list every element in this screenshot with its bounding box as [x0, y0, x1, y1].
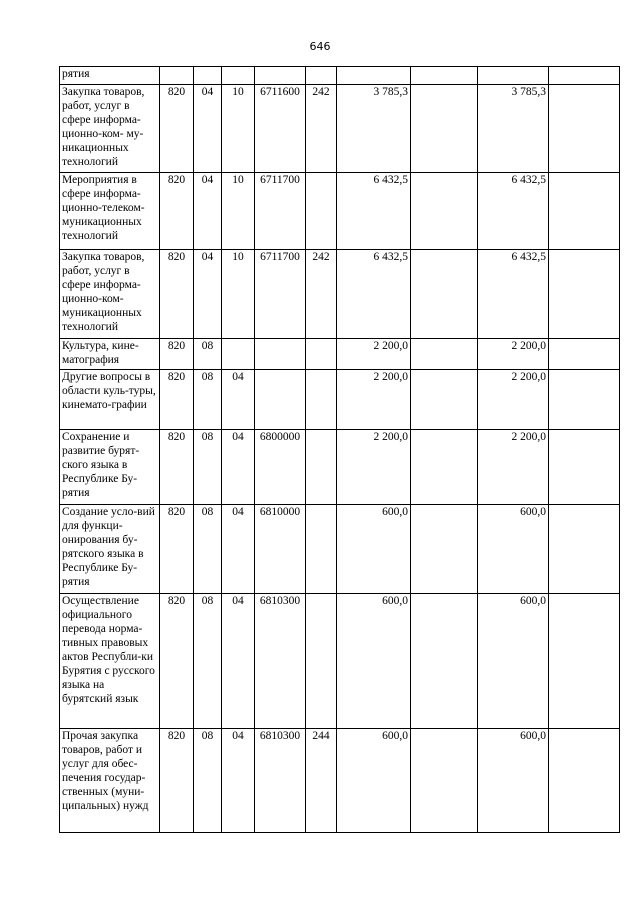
expense-type-cell	[306, 173, 337, 250]
expense-type-cell	[306, 594, 337, 729]
budget-table	[59, 66, 620, 833]
target-article-cell: 6711600	[255, 85, 306, 173]
name-cell: Закупка товаров, работ, услуг в сфере информа-ционно-ком-муникационных технологий	[60, 250, 160, 339]
empty-amount-cell	[411, 430, 478, 505]
empty-last-cell	[549, 339, 620, 370]
empty-amount-cell	[411, 250, 478, 339]
empty-last-cell	[549, 594, 620, 729]
table-row	[60, 729, 620, 833]
budget-table-body	[60, 67, 620, 833]
expense-type-cell	[306, 430, 337, 505]
amount-total-cell: 2 200,0	[478, 430, 549, 505]
target-article-cell: 6711700	[255, 173, 306, 250]
section-cell: 04	[194, 250, 222, 339]
section-cell: 08	[194, 594, 222, 729]
empty-amount-cell	[411, 85, 478, 173]
amount-total-cell	[478, 67, 549, 85]
amount-total-cell: 3 785,3	[478, 85, 549, 173]
table-row	[60, 85, 620, 173]
ministry-code-cell: 820	[160, 250, 194, 339]
ministry-code-cell	[160, 67, 194, 85]
target-article-cell: 6711700	[255, 250, 306, 339]
expense-type-cell: 242	[306, 250, 337, 339]
section-cell	[194, 67, 222, 85]
section-cell: 08	[194, 370, 222, 430]
empty-last-cell	[549, 250, 620, 339]
subsection-cell: 10	[222, 173, 255, 250]
target-article-cell: 6810300	[255, 729, 306, 833]
amount-cell: 6 432,5	[337, 173, 411, 250]
empty-amount-cell	[411, 339, 478, 370]
target-article-cell: 6810000	[255, 505, 306, 594]
section-cell: 08	[194, 505, 222, 594]
empty-last-cell	[549, 729, 620, 833]
amount-cell: 2 200,0	[337, 430, 411, 505]
empty-last-cell	[549, 173, 620, 250]
amount-cell: 600,0	[337, 729, 411, 833]
amount-total-cell: 2 200,0	[478, 370, 549, 430]
ministry-code-cell: 820	[160, 173, 194, 250]
table-row	[60, 594, 620, 729]
empty-amount-cell	[411, 67, 478, 85]
section-cell: 04	[194, 173, 222, 250]
name-cell: Прочая закупка товаров, работ и услуг для обес-печения государ-ственных (муни-ципальных) нужд	[60, 729, 160, 833]
empty-last-cell	[549, 370, 620, 430]
name-cell: Сохранение и развитие бурят-ского языка в Республике Бу-рятия	[60, 430, 160, 505]
expense-type-cell: 244	[306, 729, 337, 833]
amount-cell: 3 785,3	[337, 85, 411, 173]
amount-total-cell: 6 432,5	[478, 250, 549, 339]
amount-total-cell: 2 200,0	[478, 339, 549, 370]
subsection-cell: 04	[222, 430, 255, 505]
name-cell: Культура, кине-матография	[60, 339, 160, 370]
subsection-cell: 04	[222, 594, 255, 729]
subsection-cell: 04	[222, 729, 255, 833]
ministry-code-cell: 820	[160, 430, 194, 505]
amount-cell: 2 200,0	[337, 339, 411, 370]
amount-total-cell: 600,0	[478, 505, 549, 594]
empty-amount-cell	[411, 594, 478, 729]
ministry-code-cell: 820	[160, 370, 194, 430]
table-row	[60, 430, 620, 505]
name-cell: Создание усло-вий для функци-онирования бу-рятского языка в Республике Бу-рятия	[60, 505, 160, 594]
subsection-cell	[222, 67, 255, 85]
empty-last-cell	[549, 505, 620, 594]
table-row	[60, 67, 620, 85]
name-cell: Мероприятия в сфере информа-ционно-телеком-муникационных технологий	[60, 173, 160, 250]
table-row	[60, 370, 620, 430]
target-article-cell	[255, 67, 306, 85]
amount-cell: 600,0	[337, 505, 411, 594]
empty-last-cell	[549, 85, 620, 173]
section-cell: 08	[194, 339, 222, 370]
empty-last-cell	[549, 67, 620, 85]
section-cell: 08	[194, 430, 222, 505]
empty-amount-cell	[411, 173, 478, 250]
amount-cell: 600,0	[337, 594, 411, 729]
section-cell: 08	[194, 729, 222, 833]
ministry-code-cell: 820	[160, 339, 194, 370]
name-cell: рятия	[60, 67, 160, 85]
amount-total-cell: 600,0	[478, 594, 549, 729]
amount-cell: 6 432,5	[337, 250, 411, 339]
page-number: 646	[309, 40, 331, 53]
table-row	[60, 250, 620, 339]
ministry-code-cell: 820	[160, 85, 194, 173]
expense-type-cell	[306, 505, 337, 594]
empty-amount-cell	[411, 505, 478, 594]
target-article-cell	[255, 370, 306, 430]
name-cell: Осуществление официального перевода норма-тивных правовых актов Республи-ки Бурятия с русского языка на бурятский язык	[60, 594, 160, 729]
subsection-cell: 10	[222, 85, 255, 173]
target-article-cell: 6800000	[255, 430, 306, 505]
expense-type-cell	[306, 370, 337, 430]
ministry-code-cell: 820	[160, 505, 194, 594]
empty-last-cell	[549, 430, 620, 505]
name-cell: Закупка товаров, работ, услуг в сфере информа-ционно-ком- му-никационных технологий	[60, 85, 160, 173]
amount-cell	[337, 67, 411, 85]
target-article-cell: 6810300	[255, 594, 306, 729]
subsection-cell: 04	[222, 370, 255, 430]
ministry-code-cell: 820	[160, 729, 194, 833]
ministry-code-cell: 820	[160, 594, 194, 729]
empty-amount-cell	[411, 729, 478, 833]
section-cell: 04	[194, 85, 222, 173]
amount-total-cell: 600,0	[478, 729, 549, 833]
subsection-cell	[222, 339, 255, 370]
amount-total-cell: 6 432,5	[478, 173, 549, 250]
subsection-cell: 10	[222, 250, 255, 339]
subsection-cell: 04	[222, 505, 255, 594]
amount-cell: 2 200,0	[337, 370, 411, 430]
name-cell: Другие вопросы в области куль-туры, кинемато-графии	[60, 370, 160, 430]
table-row	[60, 173, 620, 250]
expense-type-cell	[306, 339, 337, 370]
empty-amount-cell	[411, 370, 478, 430]
table-row	[60, 505, 620, 594]
target-article-cell	[255, 339, 306, 370]
expense-type-cell: 242	[306, 85, 337, 173]
table-row	[60, 339, 620, 370]
expense-type-cell	[306, 67, 337, 85]
